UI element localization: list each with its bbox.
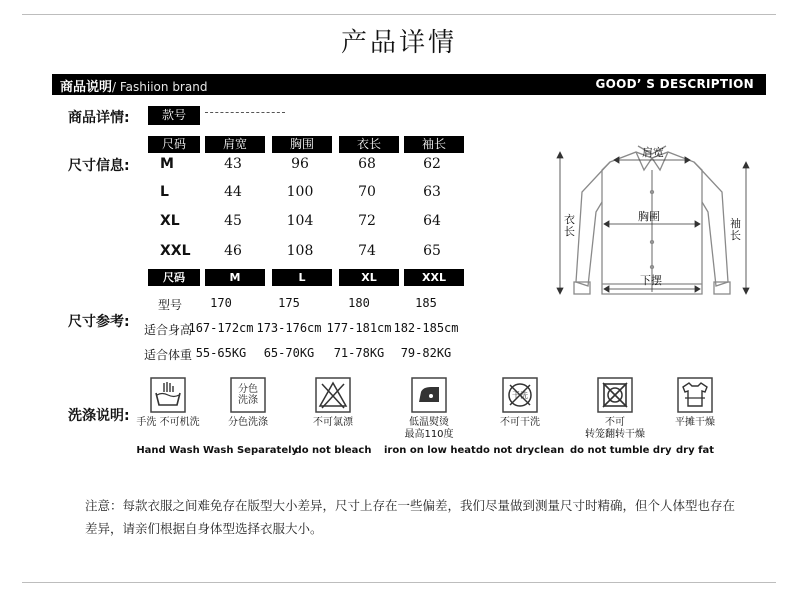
- model-number-line: [205, 112, 285, 113]
- reference-value-cell: 175: [278, 296, 300, 310]
- length-label: 衣长: [564, 213, 575, 238]
- care-cn-label: 手洗 不可机洗: [136, 417, 200, 428]
- care-item: [475, 377, 565, 461]
- reference-value-cell: 177-181cm: [326, 321, 392, 335]
- size-value-cell: 68: [358, 156, 376, 172]
- reference-header-cell: 尺码: [148, 269, 200, 286]
- size-value-cell: 74: [358, 243, 376, 259]
- banner-left: [60, 76, 207, 95]
- size-value-cell: 63: [423, 184, 441, 200]
- reference-value-cell: 167-172cm: [188, 321, 254, 335]
- size-value-cell: 108: [286, 243, 314, 259]
- size-value-cell: 72: [358, 213, 376, 229]
- care-item: [123, 377, 213, 461]
- reference-value-cell: 71-78KG: [333, 346, 385, 360]
- reference-value-cell: 170: [210, 296, 232, 310]
- care-item: [570, 377, 672, 461]
- care-item: [288, 377, 378, 461]
- care-en-label: dry fat: [676, 445, 714, 456]
- care-item: [650, 377, 740, 461]
- size-header-cell: 胸围: [272, 136, 332, 153]
- reference-value-cell: 180: [348, 296, 370, 310]
- care-en-label: Hand Wash: [136, 445, 200, 456]
- reference-header-cell: M: [205, 269, 265, 286]
- reference-value-cell: 173-176cm: [256, 321, 322, 335]
- iron-low-heat-icon: [411, 377, 447, 413]
- banner-subtitle: / Fashiion brand: [112, 80, 208, 94]
- size-header-cell: 衣长: [339, 136, 399, 153]
- care-icon-text: 分色 洗涤: [238, 384, 258, 406]
- size-value-cell: 65: [423, 243, 441, 259]
- size-value-cell: 96: [291, 156, 309, 172]
- no-bleach-icon: [315, 377, 351, 413]
- care-cn-label: 低温熨烫 最高110度: [404, 417, 454, 440]
- care-icon-text: 干洗: [512, 391, 528, 400]
- care-en-label: do not bleach: [294, 445, 372, 456]
- size-value-cell: 70: [358, 184, 376, 200]
- reference-value-cell: 185: [415, 296, 437, 310]
- care-cn-label: 不可干洗: [500, 417, 540, 428]
- product-detail-label: 商品详情:: [68, 110, 130, 126]
- hand-wash-icon: [150, 377, 186, 413]
- bottom-rule: [22, 582, 776, 583]
- page-title: 产品详情: [340, 28, 457, 58]
- reference-value-cell: 79-82KG: [400, 346, 452, 360]
- hem-label: 下摆: [640, 274, 662, 287]
- no-dryclean-icon: [502, 377, 538, 413]
- size-label: M: [160, 156, 174, 172]
- size-value-cell: 104: [286, 213, 314, 229]
- reference-header-cell: XL: [339, 269, 399, 286]
- dry-flat-icon: [677, 377, 713, 413]
- banner-right-title: GOOD’ S DESCRIPTION: [595, 77, 754, 91]
- shoulder-label: 肩宽: [642, 146, 664, 159]
- reference-row-label: 适合身高: [144, 323, 193, 337]
- reference-value-cell: 65-70KG: [263, 346, 315, 360]
- washing-label: 洗涤说明:: [68, 408, 130, 424]
- size-value-cell: 62: [423, 156, 441, 172]
- description-banner: [52, 74, 766, 95]
- care-cn-label: 不可氯漂: [313, 417, 353, 428]
- wash-separately-icon: [230, 377, 266, 413]
- care-cn-label: 不可 转笼翻转干燥: [585, 417, 645, 440]
- care-en-label: do not dryclean: [475, 445, 565, 456]
- size-info-label: 尺寸信息:: [68, 158, 130, 174]
- banner-title: 商品说明: [60, 80, 113, 95]
- size-value-cell: 43: [224, 156, 242, 172]
- care-item: [384, 377, 474, 461]
- care-en-label: Wash Separately: [203, 445, 299, 456]
- care-cn-label: 分色洗涤: [228, 417, 268, 428]
- size-value-cell: 46: [224, 243, 242, 259]
- reference-row-label: 适合体重: [144, 348, 193, 362]
- reference-value-cell: 55-65KG: [195, 346, 247, 360]
- notice-text: 注意：每款衣服之间难免存在版型大小差异，尺寸上存在一些偏差，我们尽量做到测量尺寸时精确，但个人体型也存在差异，请亲们根据自身体型选择衣服大小。: [85, 498, 736, 536]
- size-label: L: [160, 184, 169, 200]
- care-item: [203, 377, 299, 461]
- size-header-cell: 肩宽: [205, 136, 265, 153]
- size-label: XXL: [160, 243, 191, 259]
- care-cn-label: 平摊干燥: [675, 417, 715, 428]
- size-value-cell: 44: [224, 184, 242, 200]
- size-reference-label: 尺寸参考:: [68, 314, 130, 330]
- reference-row-label: 型号: [158, 298, 183, 312]
- care-en-label: do not tumble dry: [570, 445, 672, 456]
- chest-label: 胸围: [638, 210, 660, 223]
- size-header-cell: 袖长: [404, 136, 464, 153]
- garment-diagram: [552, 132, 752, 317]
- size-label: XL: [160, 213, 180, 229]
- reference-header-cell: XXL: [404, 269, 464, 286]
- size-value-cell: 45: [224, 213, 242, 229]
- size-header-cell: 尺码: [148, 136, 200, 153]
- sleeve-label: 袖长: [730, 217, 741, 242]
- top-rule: [22, 14, 776, 15]
- size-value-cell: 100: [286, 184, 314, 200]
- no-tumble-dry-icon: [597, 377, 633, 413]
- reference-header-cell: L: [272, 269, 332, 286]
- size-value-cell: 64: [423, 213, 441, 229]
- model-number-tag: 款号: [148, 106, 200, 125]
- reference-value-cell: 182-185cm: [393, 321, 459, 335]
- care-en-label: iron on low heat: [384, 445, 476, 456]
